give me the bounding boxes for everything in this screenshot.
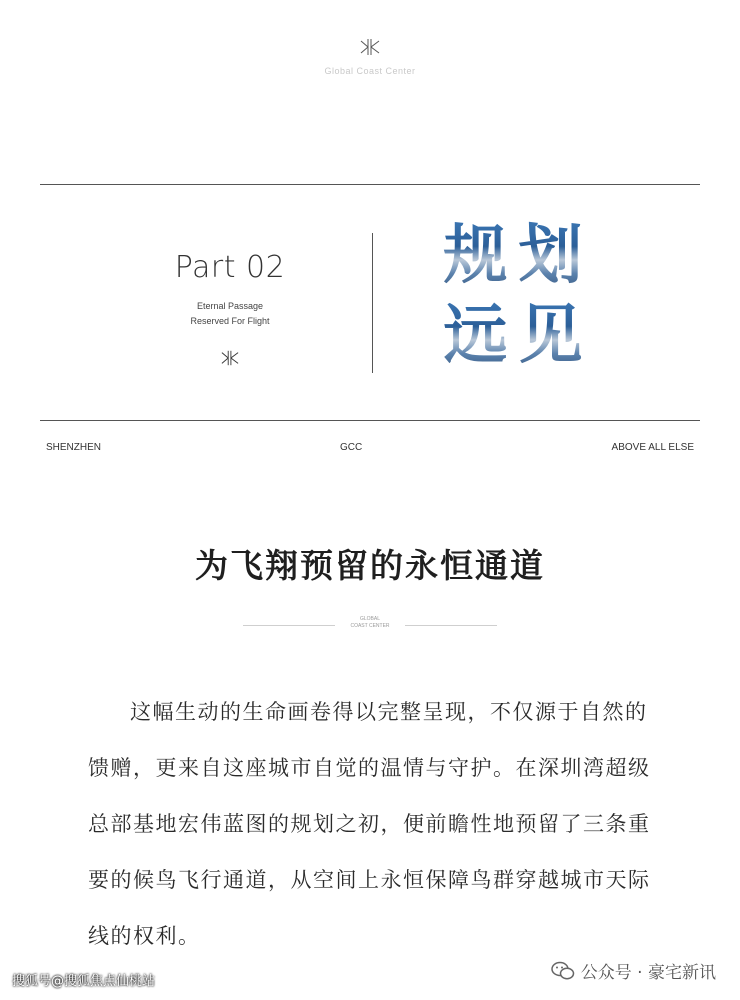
part-block [150, 250, 310, 371]
feature-title-char: 见 [513, 296, 588, 376]
meta-row [46, 442, 694, 456]
bottom-divider [40, 420, 700, 421]
body-text [88, 684, 660, 964]
part-subtitle-line2: Reserved For Flight [190, 316, 270, 326]
part-title: Part 02 [174, 250, 286, 285]
divider-label-line1: GLOBAL [359, 616, 380, 622]
brand-text: Global Coast Center [324, 66, 416, 76]
feature-title-char: 划 [513, 216, 588, 296]
divider-label-line2: COAST CENTER [350, 623, 390, 629]
divider-line-left [243, 625, 335, 626]
body-paragraph: 这幅生动的生命画卷得以完整呈现，不仅源于自然的馈赠，更来自这座城市自觉的温情与守护。在深圳湾超级总部基地宏伟蓝图的规划之初，便前瞻性地预留了三条重要的候鸟飞行通道，从空间上永恒保障鸟群穿越城市天际线的权利。 [88, 700, 651, 948]
part-subtitle [150, 299, 310, 329]
wechat-icon [551, 961, 575, 981]
feature-title-row-1 [438, 216, 598, 296]
vertical-divider [372, 233, 373, 373]
watermark-left: 搜狐号@搜狐焦点仙桃站 [12, 974, 156, 989]
section-title: 为飞翔预留的永恒通道 [195, 546, 545, 585]
gcc-logo-icon [359, 36, 381, 58]
top-brand [0, 36, 740, 76]
top-divider [40, 184, 700, 185]
gcc-logo-icon [220, 349, 240, 367]
section-divider [243, 614, 497, 636]
watermark-right [551, 958, 716, 983]
divider-line-right [405, 625, 497, 626]
feature-title-char: 规 [438, 216, 513, 296]
meta-location: SHENZHEN [46, 442, 102, 453]
part-subtitle-line1: Eternal Passage [196, 301, 264, 311]
divider-label [335, 616, 405, 630]
feature-title-row-2 [438, 296, 598, 376]
meta-slogan: ABOVE ALL ELSE [611, 442, 694, 453]
watermark-right-text: 公众号 · 豪宅新讯 [580, 963, 716, 983]
feature-title [438, 216, 598, 386]
feature-title-char: 远 [438, 296, 513, 376]
meta-brand: GCC [340, 442, 363, 453]
